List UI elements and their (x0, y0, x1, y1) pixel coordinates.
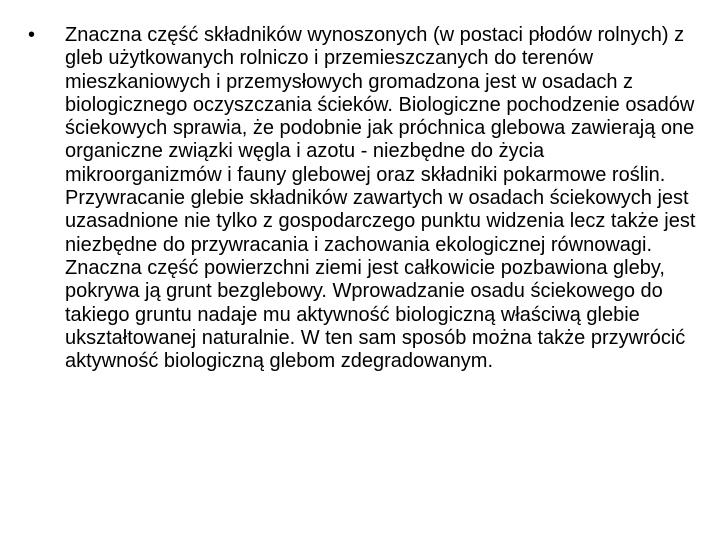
paragraph-text: Znaczna część składników wynoszonych (w postaci płodów rolnych) z gleb użytkowanych rolniczo i przemieszczanych do terenów mieszkaniowych i przemysłowych gromadzona jest w osadach z biologicznego oczyszczania ścieków. Biologiczne pochodzenie osadów ściekowych sprawia, że podobnie jak próchnica glebowa zawierają one organiczne związki węgla i azotu - niezbędne do życia mikroorganizmów i fauny glebowej oraz składniki pokarmowe roślin. Przywracanie glebie składników zawartych w osadach ściekowych jest uzasadnione nie tylko z gospodarczego punktu widzenia lecz także jest niezbędne do przywracania i zachowania ekologicznej równowagi. Znaczna część powierzchni ziemi jest całkowicie pozbawiona gleby, pokrywa ją grunt bezglebowy. Wprowadzanie osadu ściekowego do takiego gruntu nadaje mu aktywność biologiczną właściwą glebie ukształtowanej naturalnie. W ten sam sposób można także przywrócić aktywność biologiczną glebom zdegradowanym. (65, 24, 696, 373)
bullet-item (28, 24, 708, 373)
bullet-icon: • (28, 24, 36, 46)
bullet-list (28, 24, 708, 373)
